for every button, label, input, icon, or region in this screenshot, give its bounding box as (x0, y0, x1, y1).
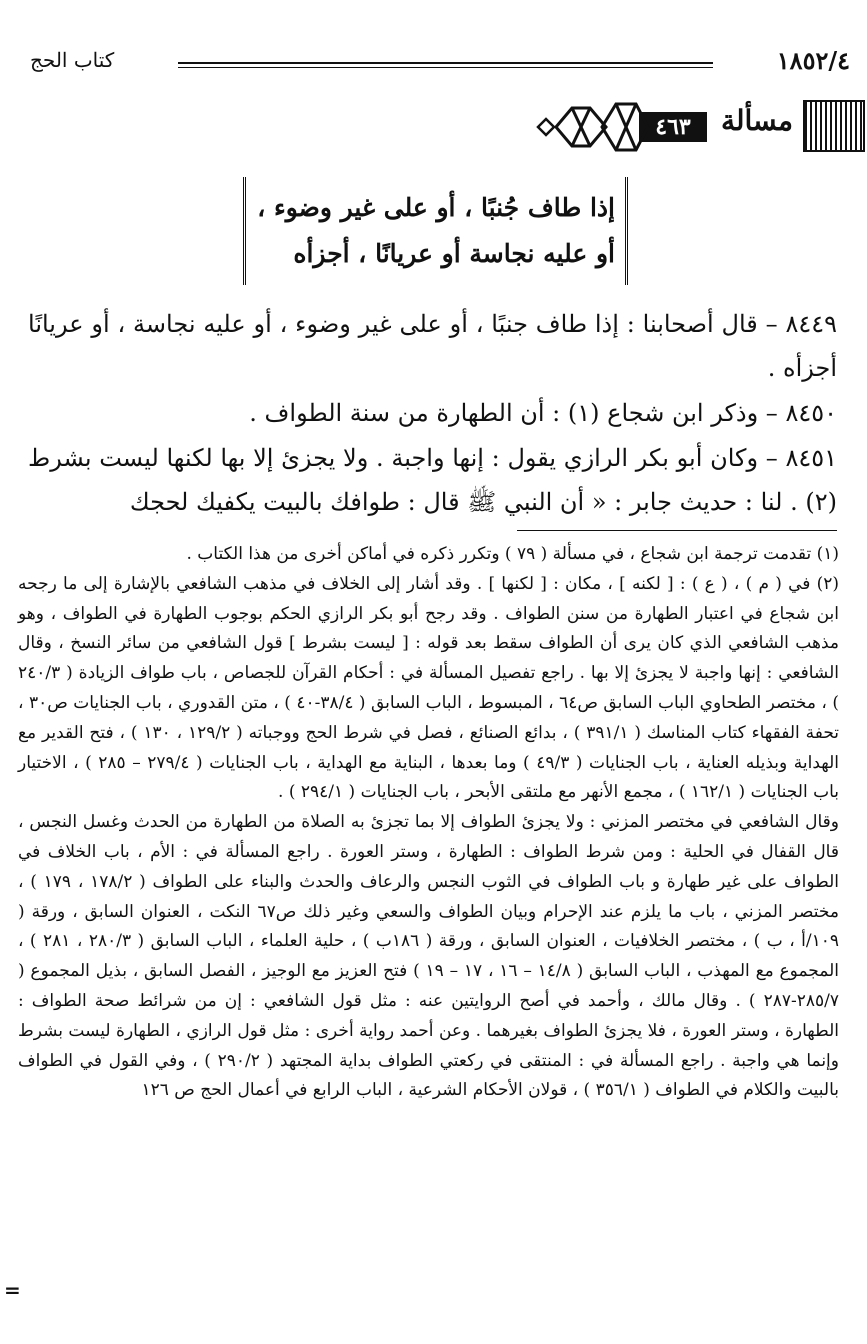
masala-number: ٤٦٣ (639, 112, 707, 142)
footnote-separator (517, 530, 837, 531)
running-header (20, 40, 850, 80)
masala-label: مسألة (720, 104, 793, 137)
page-number: ١٨٥٢/٤ (776, 46, 850, 75)
paragraph-8450: ٨٤٥٠ – وذكر ابن شجاع (١) : أن الطهارة من سنة الطواف . (249, 399, 837, 427)
footnote-2-continued: وقال الشافعي في مختصر المزني : ولا يجزئ الطواف إلا بما تجزئ به الصلاة من الطهارة من الحدث وغسل النجس ، قال القفال في الحلية : ومن شرط الطواف : الطهارة ، وستر العورة . راجع المسألة في : الأم ، باب الخلاف في الطواف على غير طهارة و باب الطواف في الثوب النجس والرعاف والحدث والبناء على الطواف ( ١٧٨/٢ ، ١٧٩ ) ، مختصر المزني ، باب ما يلزم عند الإحرام وبيان الطواف والسعي وغير ذلك ص٦٧ النكت ، العنوان السابق ، ورقة ( ١٠٩/أ ، ب ) ، مختصر الخلافيات ، العنوان السابق ، ورقة ( ١٨٦ب ) ، حلية العلماء ، الباب السابق ( ٢٨٠/٣ ، ٢٨١ ) ، المجموع مع المهذب ، الباب السابق ( ١٤/٨ – ١٦ ، ١٧ – ١٩ ) فتح العزيز مع الوجيز ، الفصل السابق ، بذيل المجموع ( ٢٨٥/٧-٢٨٧ ) . وقال مالك ، وأحمد في أصح الروايتين عنه : مثل قول الشافعي : إن من شرائط صحة الطواف : الطهارة ، وستر العورة ، فلا يجزئ الطواف بغيرهما . وعن أحمد رواية أخرى : مثل قول الرازي ، الطهارة ليست بشرط وإنما هي واجبة . راجع المسألة في : المنتقى في ركعتي الطواف بداية المجتهد ( ٢٩٠/٢ ) ، وفي القول في الطواف بالبيت والكلام في الطواف ( ٣٥٦/١ ) ، قولان الأحكام الشرعية ، الباب الرابع في أعمال الحج ص ١٢٦ (18, 812, 839, 1101)
continuation-mark: = (4, 1278, 21, 1302)
geometric-ornament-icon (532, 100, 650, 154)
paragraph-8451: ٨٤٥١ – وكان أبو بكر الرازي يقول : إنها واجبة . ولا يجزئ إلا بها لكنها ليست بشرط (٢) . لنا : حديث جابر : « أن النبي ﷺ قال : طوافك بالبيت يكفيك لحجك (28, 444, 837, 516)
footnote-1: (١) تقدمت ترجمة ابن شجاع ، في مسألة ( ٧٩ ) وتكرر ذكره في أماكن أخرى من هذا الكتاب . (186, 544, 839, 564)
barcode-ornament (803, 100, 865, 152)
masala-banner (500, 100, 865, 156)
issue-title-box (243, 177, 628, 285)
book-title: كتاب الحج (30, 48, 115, 72)
paragraph-8449: ٨٤٤٩ – قال أصحابنا : إذا طاف جنبًا ، أو على غير وضوء ، أو عليه نجاسة ، أو عريانًا أجزأه . (28, 310, 837, 382)
footnotes (18, 540, 839, 1106)
footnote-2: (٢) في ( م ) ، ( ع ) : [ لكنه ] ، مكان : [ لكنها ] . وقد أشار إلى الخلاف في مذهب الشافعي بالإشارة إلى ما رجحه ابن شجاع في اعتبار الطهارة من سنن الطواف . وقد رجح أبو بكر الرازي الحكم بوجوب الطهارة في الطواف ، وهو مذهب الشافعي الذي كان يرى أن الطواف سقط بعد قوله : [ ليست بشرط ] قول الشافعي من سائر النسخ ، وقال الشافعي : إنها واجبة لا يجزئ إلا بها . راجع تفصيل المسألة في : أحكام القرآن للجصاص ، باب طواف الزيادة ( ٢٤٠/٣ ) ، مختصر الطحاوي الباب السابق ص٦٤ ، المبسوط ، الباب السابق ( ٣٨/٤-٤٠ ) ، متن القدوري ، باب الجنايات ص٣٠ ، تحفة الفقهاء كتاب المناسك ( ٣٩١/١ ) ، بدائع الصنائع ، فصل في شرط الحج ووجباته ( ١٢٩/٢ ، ١٣٠ ) ، فتح القدير مع الهداية وبذيله العناية ، باب الجنايات ( ٤٩/٣ ) وما بعدها ، البناية مع الهداية ، باب الجنايات ( ٢٧٩/٤ – ٢٨٥ ) ، الاختيار باب الجنايات ( ١٦٢/١ ) ، مجمع الأنهر مع ملتقى الأبحر ، باب الجنايات ( ٢٩٤/١ ) . (18, 573, 840, 803)
header-rule (178, 62, 713, 68)
issue-title-line-1: إذا طاف جُنبًا ، أو على غير وضوء ، (257, 193, 615, 222)
issue-title-line-2: أو عليه نجاسة أو عريانًا ، أجزأه (293, 239, 615, 268)
